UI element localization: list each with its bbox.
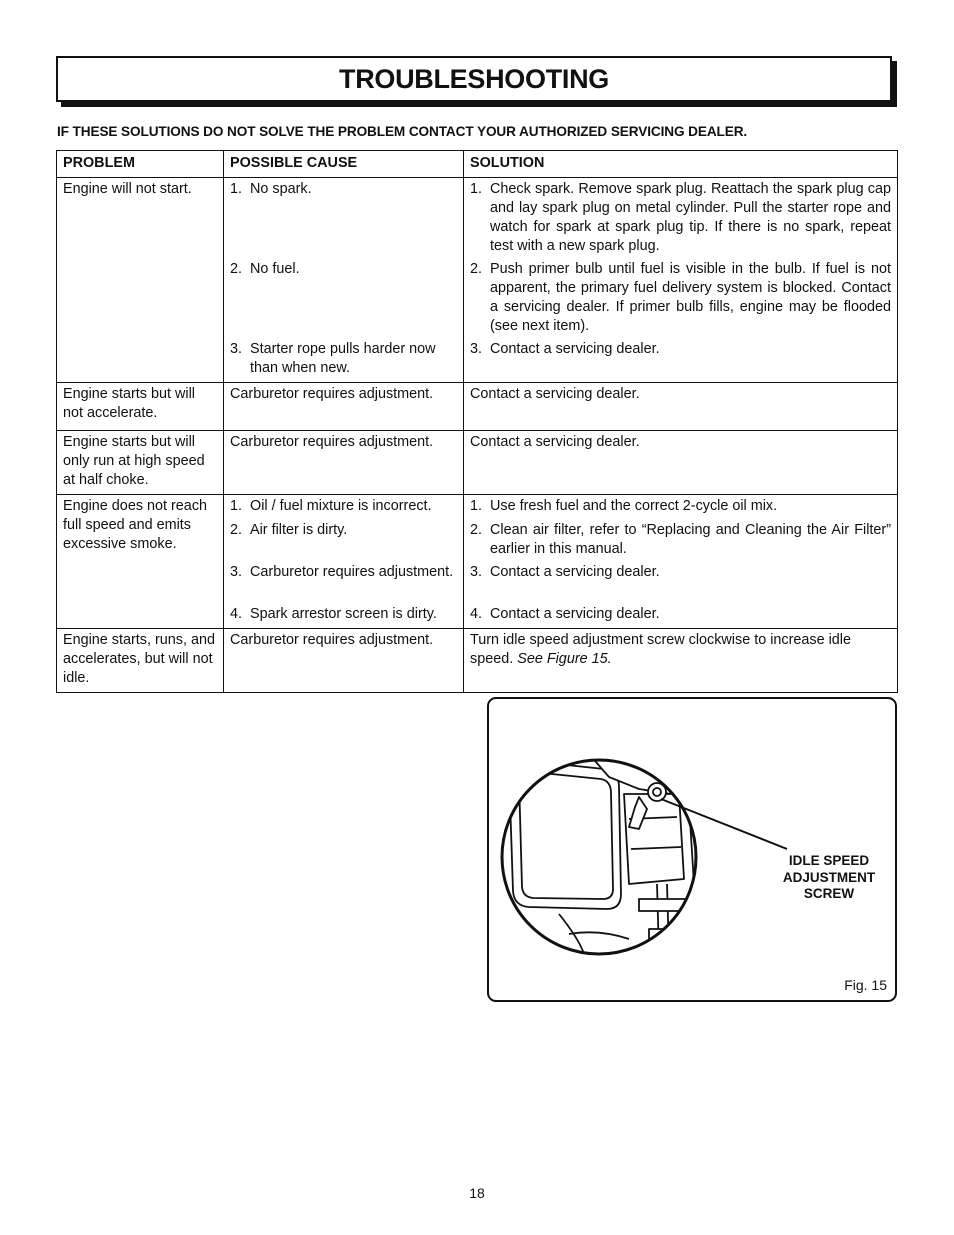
callout-line: IDLE SPEED xyxy=(788,853,870,868)
header-problem: PROBLEM xyxy=(57,151,224,178)
item-number: 2. xyxy=(470,522,483,538)
problem-cell: Engine starts, runs, and accelerates, but will not idle. xyxy=(57,629,224,693)
problem-cell: Engine does not reach full speed and emits excessive smoke. xyxy=(57,495,224,629)
cause-item xyxy=(230,260,457,340)
item-number: 4. xyxy=(470,606,483,622)
item-number: 3. xyxy=(470,564,483,580)
figure-caption: Fig. 15 xyxy=(844,977,887,993)
table-row xyxy=(57,383,898,431)
cause-cell: Carburetor requires adjustment. xyxy=(224,431,464,495)
cause-item xyxy=(230,497,457,521)
table-row xyxy=(57,178,898,383)
item-text: Oil / fuel mixture is incorrect. xyxy=(250,498,432,514)
solution-cell: Contact a servicing dealer. xyxy=(464,383,898,431)
solution-item xyxy=(470,605,891,624)
item-text: Starter rope pulls harder now than when new. xyxy=(250,341,436,376)
item-text: Contact a servicing dealer. xyxy=(490,606,660,622)
item-number: 2. xyxy=(230,522,243,538)
table-row xyxy=(57,495,898,629)
carburetor-illustration xyxy=(489,699,895,1000)
cause-cell: Carburetor requires adjustment. xyxy=(224,383,464,431)
solution-cell: Contact a servicing dealer. xyxy=(464,431,898,495)
item-text: Air filter is dirty. xyxy=(250,522,348,538)
cause-item xyxy=(230,340,457,378)
item-text: No fuel. xyxy=(250,261,300,277)
troubleshooting-table xyxy=(56,150,898,693)
problem-cell: Engine starts but will not accelerate. xyxy=(57,383,224,431)
solution-item xyxy=(470,563,891,605)
item-text: Spark arrestor screen is dirty. xyxy=(250,606,437,622)
title-box xyxy=(56,56,892,102)
item-text: Use fresh fuel and the correct 2-cycle oil mix. xyxy=(490,498,778,514)
header-solution: SOLUTION xyxy=(464,151,898,178)
item-text: No spark. xyxy=(250,181,312,197)
page-title: TROUBLESHOOTING xyxy=(339,64,609,94)
item-number: 3. xyxy=(470,341,483,357)
solution-item xyxy=(470,521,891,563)
item-number: 1. xyxy=(470,181,483,197)
figure-reference: See Figure 15. xyxy=(517,651,612,667)
item-text: Push primer bulb until fuel is visible in the bulb. If fuel is not apparent, the primary fuel delivery system is blocked. Contact a servicing dealer. If primer bulb fills, engine may be flooded (see next item). xyxy=(490,261,891,334)
table-header-row xyxy=(57,151,898,178)
table-row xyxy=(57,431,898,495)
item-text: Check spark. Remove spark plug. Reattach the spark plug cap and lay spark plug on metal cylinder. Pull the starter rope and watch for spark at spark plug tip. If there is no spark, repeat test with a new spark plug. xyxy=(490,181,891,254)
solution-cell xyxy=(464,178,898,383)
item-number: 4. xyxy=(230,606,243,622)
item-number: 1. xyxy=(470,498,483,514)
item-number: 3. xyxy=(230,564,243,580)
dealer-notice: IF THESE SOLUTIONS DO NOT SOLVE THE PROBLEM CONTACT YOUR AUTHORIZED SERVICING DEALER. xyxy=(57,124,748,139)
item-number: 1. xyxy=(230,498,243,514)
cause-item xyxy=(230,521,457,563)
solution-item xyxy=(470,340,891,359)
item-number: 2. xyxy=(230,261,243,277)
cause-cell xyxy=(224,495,464,629)
cause-item xyxy=(230,563,457,605)
cause-item xyxy=(230,180,457,260)
table-row xyxy=(57,629,898,693)
callout-line: ADJUSTMENT xyxy=(782,869,876,885)
item-text: Contact a servicing dealer. xyxy=(490,341,660,357)
solution-item xyxy=(470,260,891,340)
item-number: 1. xyxy=(230,181,243,197)
solution-cell xyxy=(464,629,898,693)
callout-line: SCREW xyxy=(803,886,855,901)
idle-speed-screw-label xyxy=(769,853,889,903)
item-number: 2. xyxy=(470,261,483,277)
problem-cell: Engine starts but will only run at high speed at half choke. xyxy=(57,431,224,495)
cause-cell: Carburetor requires adjustment. xyxy=(224,629,464,693)
item-text: Carburetor requires adjustment. xyxy=(250,564,454,580)
solution-item xyxy=(470,180,891,260)
cause-cell xyxy=(224,178,464,383)
figure-box xyxy=(487,697,897,1002)
solution-text: Turn idle speed adjustment screw clockwise to increase idle speed. xyxy=(470,632,851,667)
solution-cell xyxy=(464,495,898,629)
item-number: 3. xyxy=(230,341,243,357)
solution-item xyxy=(470,497,891,521)
item-text: Contact a servicing dealer. xyxy=(490,564,660,580)
item-text: Clean air filter, refer to “Replacing and Cleaning the Air Filter” earlier in this manual. xyxy=(490,522,891,557)
problem-cell: Engine will not start. xyxy=(57,178,224,383)
cause-item xyxy=(230,605,457,624)
header-possible-cause: POSSIBLE CAUSE xyxy=(224,151,464,178)
page-number: 18 xyxy=(469,1185,485,1201)
